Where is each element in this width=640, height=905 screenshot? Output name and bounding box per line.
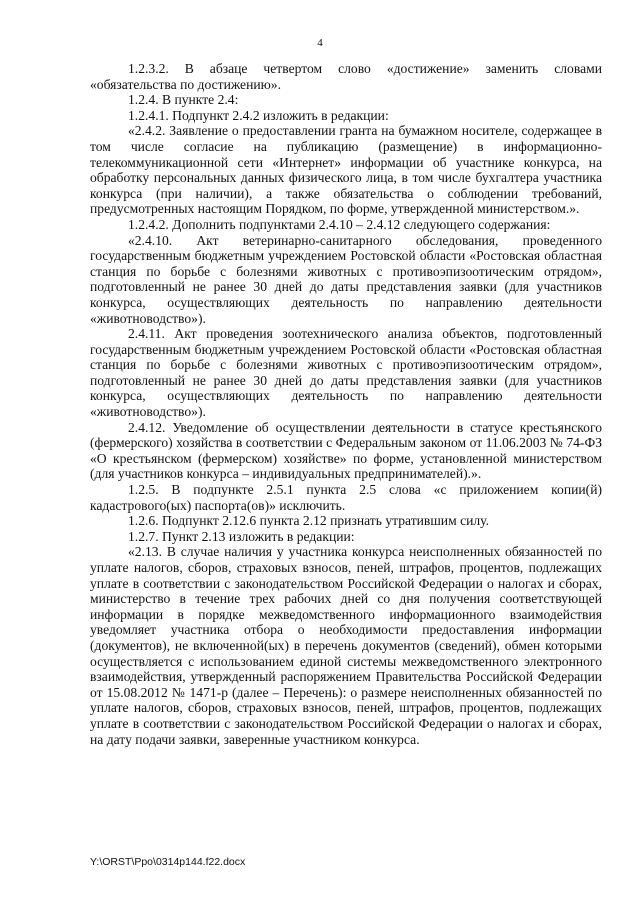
paragraph-2-4-2-quote: «2.4.2. Заявление о предоставлении гранта на бумажном носителе, содержащее в том числе согласие на публикацию (размещение) в информационно-телекоммуникационной сети «Интернет» информации об участнике конкурса, на обработку персональных данных физического лица, в том числе бухгалтера участника конкурса (при наличии), а также обязательства о соблюдении требований, предусмотренных настоящим Порядком, по форме, утвержденной министерством.». [90,123,602,217]
document-body [90,61,602,747]
paragraph-1-2-7: 1.2.7. Пункт 2.13 изложить в редакции: [128,528,355,544]
footer-file-path: Y:\ORST\Ppo\0314p144.f22.docx [90,856,246,868]
paragraph-2-4-11: 2.4.11. Акт проведения зоотехнического анализа объектов, подготовленный государственным бюджетным учреждением Ростовской области «Ростовская областная станция по борьбе с болезнями животных с противоэпизоотическим отрядом», подготовленный не ранее 30 дней до даты представления заявки (для участников конкурса, осуществляющих деятельность по направлению деятельности «животноводство»). [90,326,602,420]
paragraph-1-2-4-2: 1.2.4.2. Дополнить подпунктами 2.4.10 – 2.4.12 следующего содержания: [128,216,551,232]
paragraph-1-2-4-1: 1.2.4.1. Подпункт 2.4.2 изложить в редакции: [128,107,389,123]
paragraph-2-4-10: «2.4.10. Акт ветеринарно-санитарного обследования, проведенного государственным бюджетным учреждением Ростовской области «Ростовская областная станция по борьбе с болезнями животных с противоэпизоотическим отрядом», подготовленный не ранее 30 дней до даты представления заявки (для участников конкурса, осуществляющих деятельность по направлению деятельности «животноводство»). [90,232,602,326]
paragraph-1-2-6: 1.2.6. Подпункт 2.12.6 пункта 2.12 признать утратившим силу. [128,513,490,529]
page-number: 4 [317,37,323,49]
paragraph-1-2-5: 1.2.5. В подпункте 2.5.1 пункта 2.5 слова «с приложением копии(й) кадастрового(ых) паспорта(ов)» исключить. [90,482,602,513]
paragraph-1-2-3-2: 1.2.3.2. В абзаце четвертом слово «достижение» заменить словами «обязательства по достижению». [90,61,602,92]
paragraph-2-4-12: 2.4.12. Уведомление об осуществлении деятельности в статусе крестьянского (фермерского) хозяйства в соответствии с Федеральным законом от 11.06.2003 № 74-ФЗ «О крестьянском (фермерском) хозяйстве» по форме, установленной министерством (для участников конкурса – индивидуальных предпринимателей).». [90,419,602,482]
paragraph-2-13-quote: «2.13. В случае наличия у участника конкурса неисполненных обязанностей по уплате налогов, сборов, страховых взносов, пеней, штрафов, процентов, подлежащих уплате в соответствии с законодательством Российской Федерации о налогах и сборах, министерство в течение трех рабочих дней со дня получения соответствующей информации в порядке межведомственного информационного взаимодействия уведомляет участника отбора о необходимости предоставления информации (документов), не включенной(ых) в перечень документов (сведений), обмен которыми осуществляется с использованием единой системы межведомственного электронного взаимодействия, утвержденный распоряжением Правительства Российской Федерации от 15.08.2012 № 1471-р (далее – Перечень): о размере неисполненных обязанностей по уплате налогов, сборов, страховых взносов, пеней, штрафов, процентов, подлежащих уплате в соответствии с законодательством Российской Федерации о налогах и сборах, на дату подачи заявки, заверенные участником конкурса. [90,544,602,747]
paragraph-1-2-4: 1.2.4. В пункте 2.4: [128,92,239,108]
